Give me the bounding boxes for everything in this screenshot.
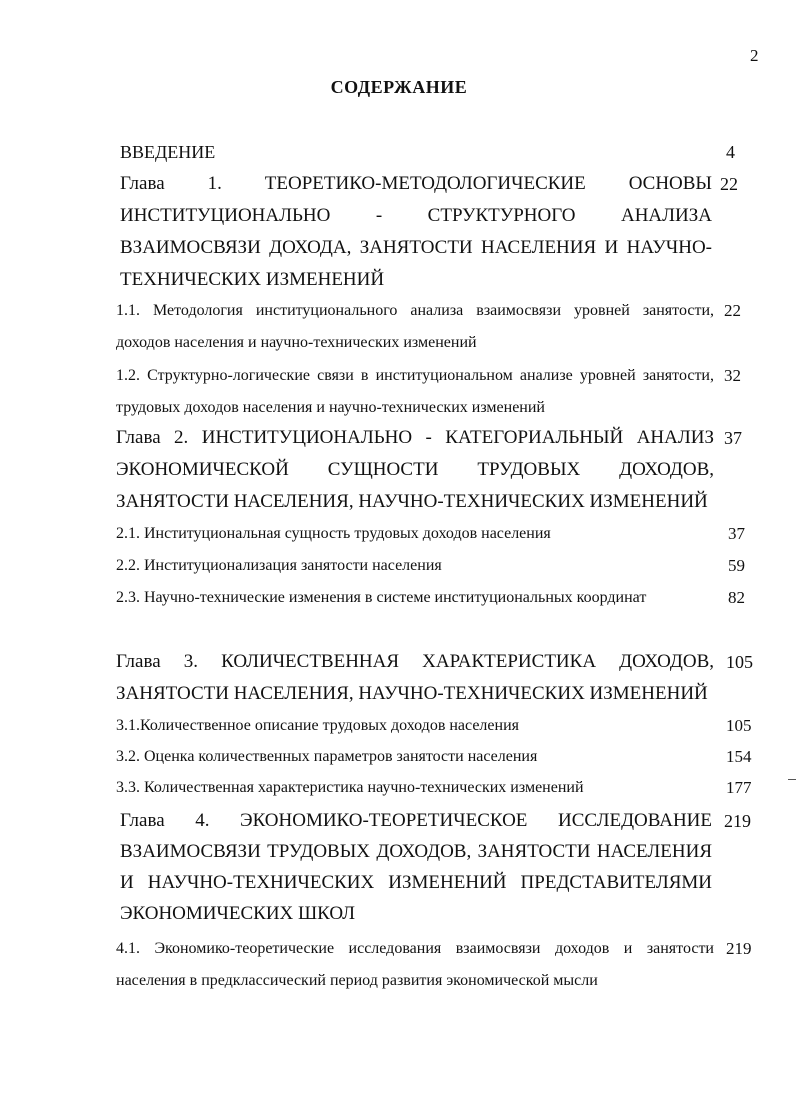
scan-mark bbox=[788, 779, 796, 780]
toc-entry-page: 22 bbox=[724, 301, 741, 320]
toc-entry-text: 3.1.Количественное описание трудовых доходов населения bbox=[116, 717, 519, 734]
toc-entry-page: 37 bbox=[724, 428, 742, 448]
toc-entry-text: Глава 1. ТЕОРЕТИКО-МЕТОДОЛОГИЧЕСКИЕ ОСНОВЫ ИНСТИТУЦИОНАЛЬНО - СТРУКТУРНОГО АНАЛИЗА ВЗАИМОСВЯЗИ ДОХОДА, ЗАНЯТОСТИ НАСЕЛЕНИЯ И НАУЧНО-ТЕХНИЧЕСКИХ ИЗМЕНЕНИЙ bbox=[120, 173, 712, 290]
toc-entry-page: 32 bbox=[724, 366, 741, 385]
toc-entry-text: 3.3. Количественная характеристика научно-технических изменений bbox=[116, 779, 584, 796]
toc-entry-text: Глава 2. ИНСТИТУЦИОНАЛЬНО - КАТЕГОРИАЛЬНЫЙ АНАЛИЗ ЭКОНОМИЧЕСКОЙ СУЩНОСТИ ТРУДОВЫХ ДОХОДОВ, ЗАНЯТОСТИ НАСЕЛЕНИЯ, НАУЧНО-ТЕХНИЧЕСКИХ ИЗМЕНЕНИЙ bbox=[116, 427, 714, 512]
toc-entry-page: 105 bbox=[726, 652, 753, 672]
toc-entry-text: 2.2. Институционализация занятости населения bbox=[116, 557, 442, 574]
toc-entry-text: 3.2. Оценка количественных параметров занятости населения bbox=[116, 748, 538, 765]
toc-entry-text: 2.1. Институциональная сущность трудовых доходов населения bbox=[116, 525, 551, 542]
toc-entry-page: 177 bbox=[726, 778, 752, 797]
toc-entry-text: Глава 4. ЭКОНОМИКО-ТЕОРЕТИЧЕСКОЕ ИССЛЕДОВАНИЕ ВЗАИМОСВЯЗИ ТРУДОВЫХ ДОХОДОВ, ЗАНЯТОСТИ НАСЕЛЕНИЯ И НАУЧНО-ТЕХНИЧЕСКИХ ИЗМЕНЕНИЙ ПРЕДСТАВИТЕЛЯМИ ЭКОНОМИЧЕСКИХ ШКОЛ bbox=[120, 810, 712, 924]
toc-entry-page: 37 bbox=[728, 524, 745, 543]
toc-entry-page: 219 bbox=[724, 811, 751, 831]
toc-entry-page: 59 bbox=[728, 556, 745, 575]
toc-entry-page: 219 bbox=[726, 939, 752, 958]
page-title: СОДЕРЖАНИЕ bbox=[330, 77, 468, 97]
toc-entry-page: 82 bbox=[728, 588, 745, 607]
toc-entry-page: 4 bbox=[726, 142, 735, 162]
toc-entry-text: ВВЕДЕНИЕ bbox=[120, 142, 216, 162]
toc-entry-text: 1.2. Структурно-логические связи в институциональном анализе уровней занятости, трудовых доходов населения и научно-технических изменений bbox=[116, 367, 714, 416]
page-number: 2 bbox=[750, 46, 759, 65]
toc-entry-page: 154 bbox=[726, 747, 752, 766]
toc-entry-text: Глава 3. КОЛИЧЕСТВЕННАЯ ХАРАКТЕРИСТИКА ДОХОДОВ, ЗАНЯТОСТИ НАСЕЛЕНИЯ, НАУЧНО-ТЕХНИЧЕСКИХ ИЗМЕНЕНИЙ bbox=[116, 651, 714, 704]
toc-entry-text: 1.1. Методология институционального анализа взаимосвязи уровней занятости, доходов населения и научно-технических изменений bbox=[116, 302, 714, 351]
toc-entry-page: 105 bbox=[726, 716, 752, 735]
toc-entry-text: 2.3. Научно-технические изменения в системе институциональных координат bbox=[116, 589, 647, 606]
toc-entry-text: 4.1. Экономико-теоретические исследования взаимосвязи доходов и занятости населения в предклассический период развития экономической мысли bbox=[116, 940, 714, 989]
toc-entry-page: 22 bbox=[720, 174, 738, 194]
